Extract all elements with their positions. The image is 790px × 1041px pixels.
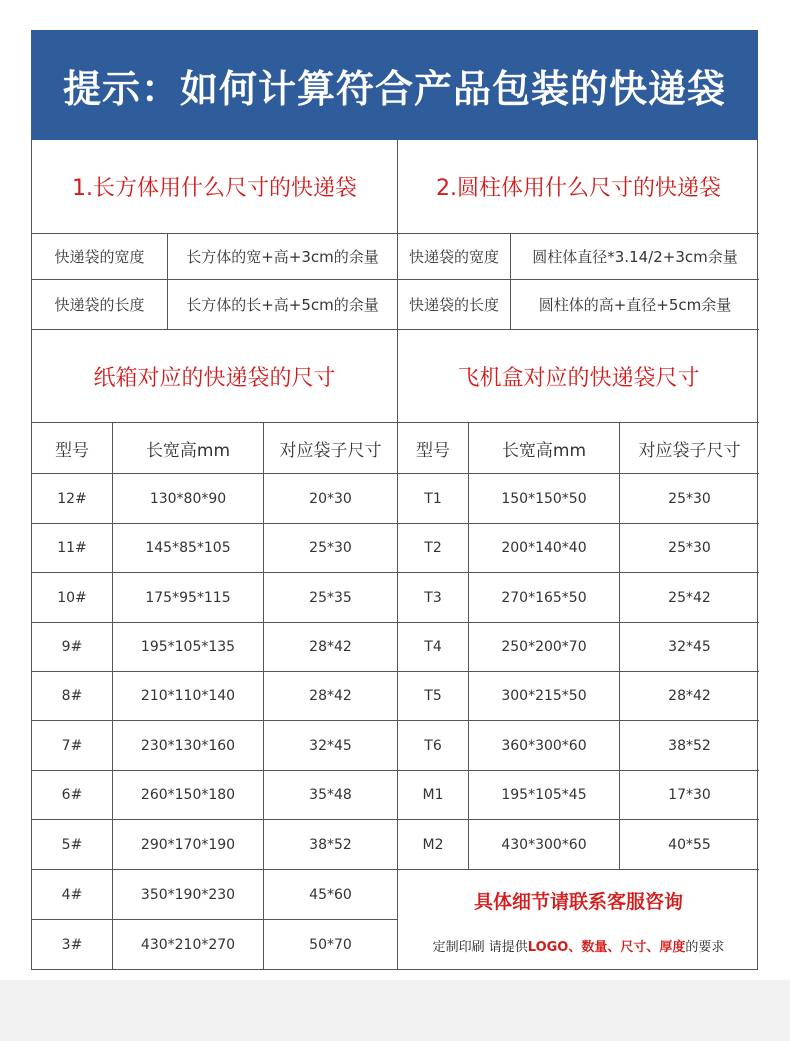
divider — [32, 523, 759, 524]
divider — [619, 422, 620, 869]
divider — [32, 869, 759, 870]
table-row-cell: 11# — [57, 540, 87, 556]
cylinder-length-formula: 圆柱体的高+直径+5cm余量 — [538, 296, 732, 314]
table-row-cell: 270*165*50 — [501, 589, 587, 606]
table-row-cell: 430*300*60 — [501, 836, 587, 853]
divider — [112, 422, 113, 970]
footer-band — [0, 980, 790, 1041]
divider — [32, 819, 759, 820]
table-row-cell: 360*300*60 — [501, 737, 587, 754]
box-header-dims: 长宽高mm — [501, 440, 587, 461]
table-row-cell: 32*45 — [668, 639, 711, 655]
table-row-cell: 25*30 — [668, 490, 711, 507]
table-row-cell: 25*42 — [668, 589, 711, 606]
cuboid-title: 1.长方体用什么尺寸的快递袋 — [72, 176, 357, 201]
table-row-cell: M1 — [422, 787, 444, 803]
cuboid-width-formula: 长方体的宽+高+3cm的余量 — [186, 248, 379, 266]
table-row-cell: 40*55 — [668, 836, 711, 853]
table-row-cell: 9# — [61, 639, 83, 655]
table-row-cell: 5# — [61, 836, 83, 853]
table-row-cell: 25*30 — [668, 540, 711, 556]
table-row-cell: T3 — [424, 589, 442, 606]
table-row-cell: 145*85*105 — [145, 540, 231, 556]
table-row-cell: 28*42 — [309, 688, 352, 704]
table-row-cell: 38*52 — [309, 836, 352, 853]
table-row-cell: 35*48 — [309, 787, 352, 803]
table-row-cell: T5 — [424, 688, 442, 704]
table-row-cell: 25*30 — [309, 540, 352, 556]
table-row-cell: 260*150*180 — [140, 787, 236, 803]
table-row-cell: 28*42 — [668, 688, 711, 704]
table-row-cell: 195*105*135 — [140, 639, 236, 655]
carton-header-dims: 长宽高mm — [145, 440, 231, 461]
table-row-cell: 28*42 — [309, 639, 352, 655]
table-row-cell: 150*150*50 — [501, 490, 587, 507]
mailer-box-title: 飞机盒对应的快递袋尺寸 — [457, 365, 700, 391]
table-row-cell: 3# — [61, 937, 83, 953]
table-row-cell: 38*52 — [668, 737, 711, 754]
table-row-cell: M2 — [422, 836, 444, 853]
table-row-cell: 350*190*230 — [140, 886, 236, 903]
cylinder-width-label: 快递袋的宽度 — [408, 248, 499, 266]
box-header-model: 型号 — [416, 440, 450, 461]
table-row-cell: 250*200*70 — [501, 639, 587, 655]
cuboid-length-label: 快递袋的长度 — [54, 296, 145, 314]
table-row-cell: 175*95*115 — [145, 589, 231, 606]
divider — [32, 720, 759, 721]
table-row-cell: 17*30 — [668, 787, 711, 803]
divider — [167, 233, 168, 329]
cuboid-length-formula: 长方体的长+高+5cm的余量 — [186, 296, 379, 314]
table-row-cell: 10# — [57, 589, 87, 606]
divider — [397, 422, 398, 970]
table-row-cell: 4# — [61, 886, 83, 903]
table-row-cell: 430*210*270 — [140, 937, 236, 953]
divider — [468, 422, 469, 869]
page-title: 提示：如何计算符合产品包装的快递袋 — [62, 66, 726, 111]
table-row-cell: 12# — [57, 490, 87, 507]
divider — [263, 422, 264, 970]
table-row-cell: 7# — [61, 737, 83, 754]
cylinder-title: 2.圆柱体用什么尺寸的快递袋 — [436, 176, 721, 201]
divider — [510, 233, 511, 329]
divider — [32, 919, 398, 920]
table-row-cell: 300*215*50 — [501, 688, 587, 704]
cylinder-length-label: 快递袋的长度 — [408, 296, 499, 314]
table-row-cell: 290*170*190 — [140, 836, 236, 853]
table-row-cell: 25*35 — [309, 589, 352, 606]
divider — [32, 671, 759, 672]
table-row-cell: T4 — [424, 639, 442, 655]
table-row-cell: 20*30 — [309, 490, 352, 507]
table-row-cell: 210*110*140 — [140, 688, 236, 704]
table-row-cell: 195*105*45 — [501, 787, 587, 803]
divider — [32, 572, 759, 573]
table-row-cell: 32*45 — [309, 737, 352, 754]
table-row-cell: 8# — [61, 688, 83, 704]
table-row-cell: 45*60 — [309, 886, 352, 903]
carton-header-bag: 对应袋子尺寸 — [279, 440, 382, 461]
divider — [32, 770, 759, 771]
table-row-cell: 6# — [61, 787, 83, 803]
table-row-cell: 130*80*90 — [149, 490, 227, 507]
cuboid-width-label: 快递袋的宽度 — [54, 248, 145, 266]
custom-print-note: 定制印刷 请提供 LOGO、数量、尺寸、厚度 的要求 — [432, 939, 725, 955]
carton-header-model: 型号 — [55, 440, 89, 461]
table-row-cell: 200*140*40 — [501, 540, 587, 556]
cylinder-width-formula: 圆柱体直径*3.14/2+3cm余量 — [532, 248, 738, 266]
page-title-banner — [31, 30, 758, 140]
info-table — [31, 140, 758, 970]
table-row-cell: T6 — [424, 737, 442, 754]
divider — [32, 622, 759, 623]
table-row-cell: 230*130*160 — [140, 737, 236, 754]
carton-title: 纸箱对应的快递袋的尺寸 — [93, 365, 336, 391]
contact-heading: 具体细节请联系客服咨询 — [473, 890, 683, 913]
table-row-cell: T1 — [424, 490, 442, 507]
table-row-cell: T2 — [424, 540, 442, 556]
table-row-cell: 50*70 — [309, 937, 352, 953]
box-header-bag: 对应袋子尺寸 — [638, 440, 741, 461]
